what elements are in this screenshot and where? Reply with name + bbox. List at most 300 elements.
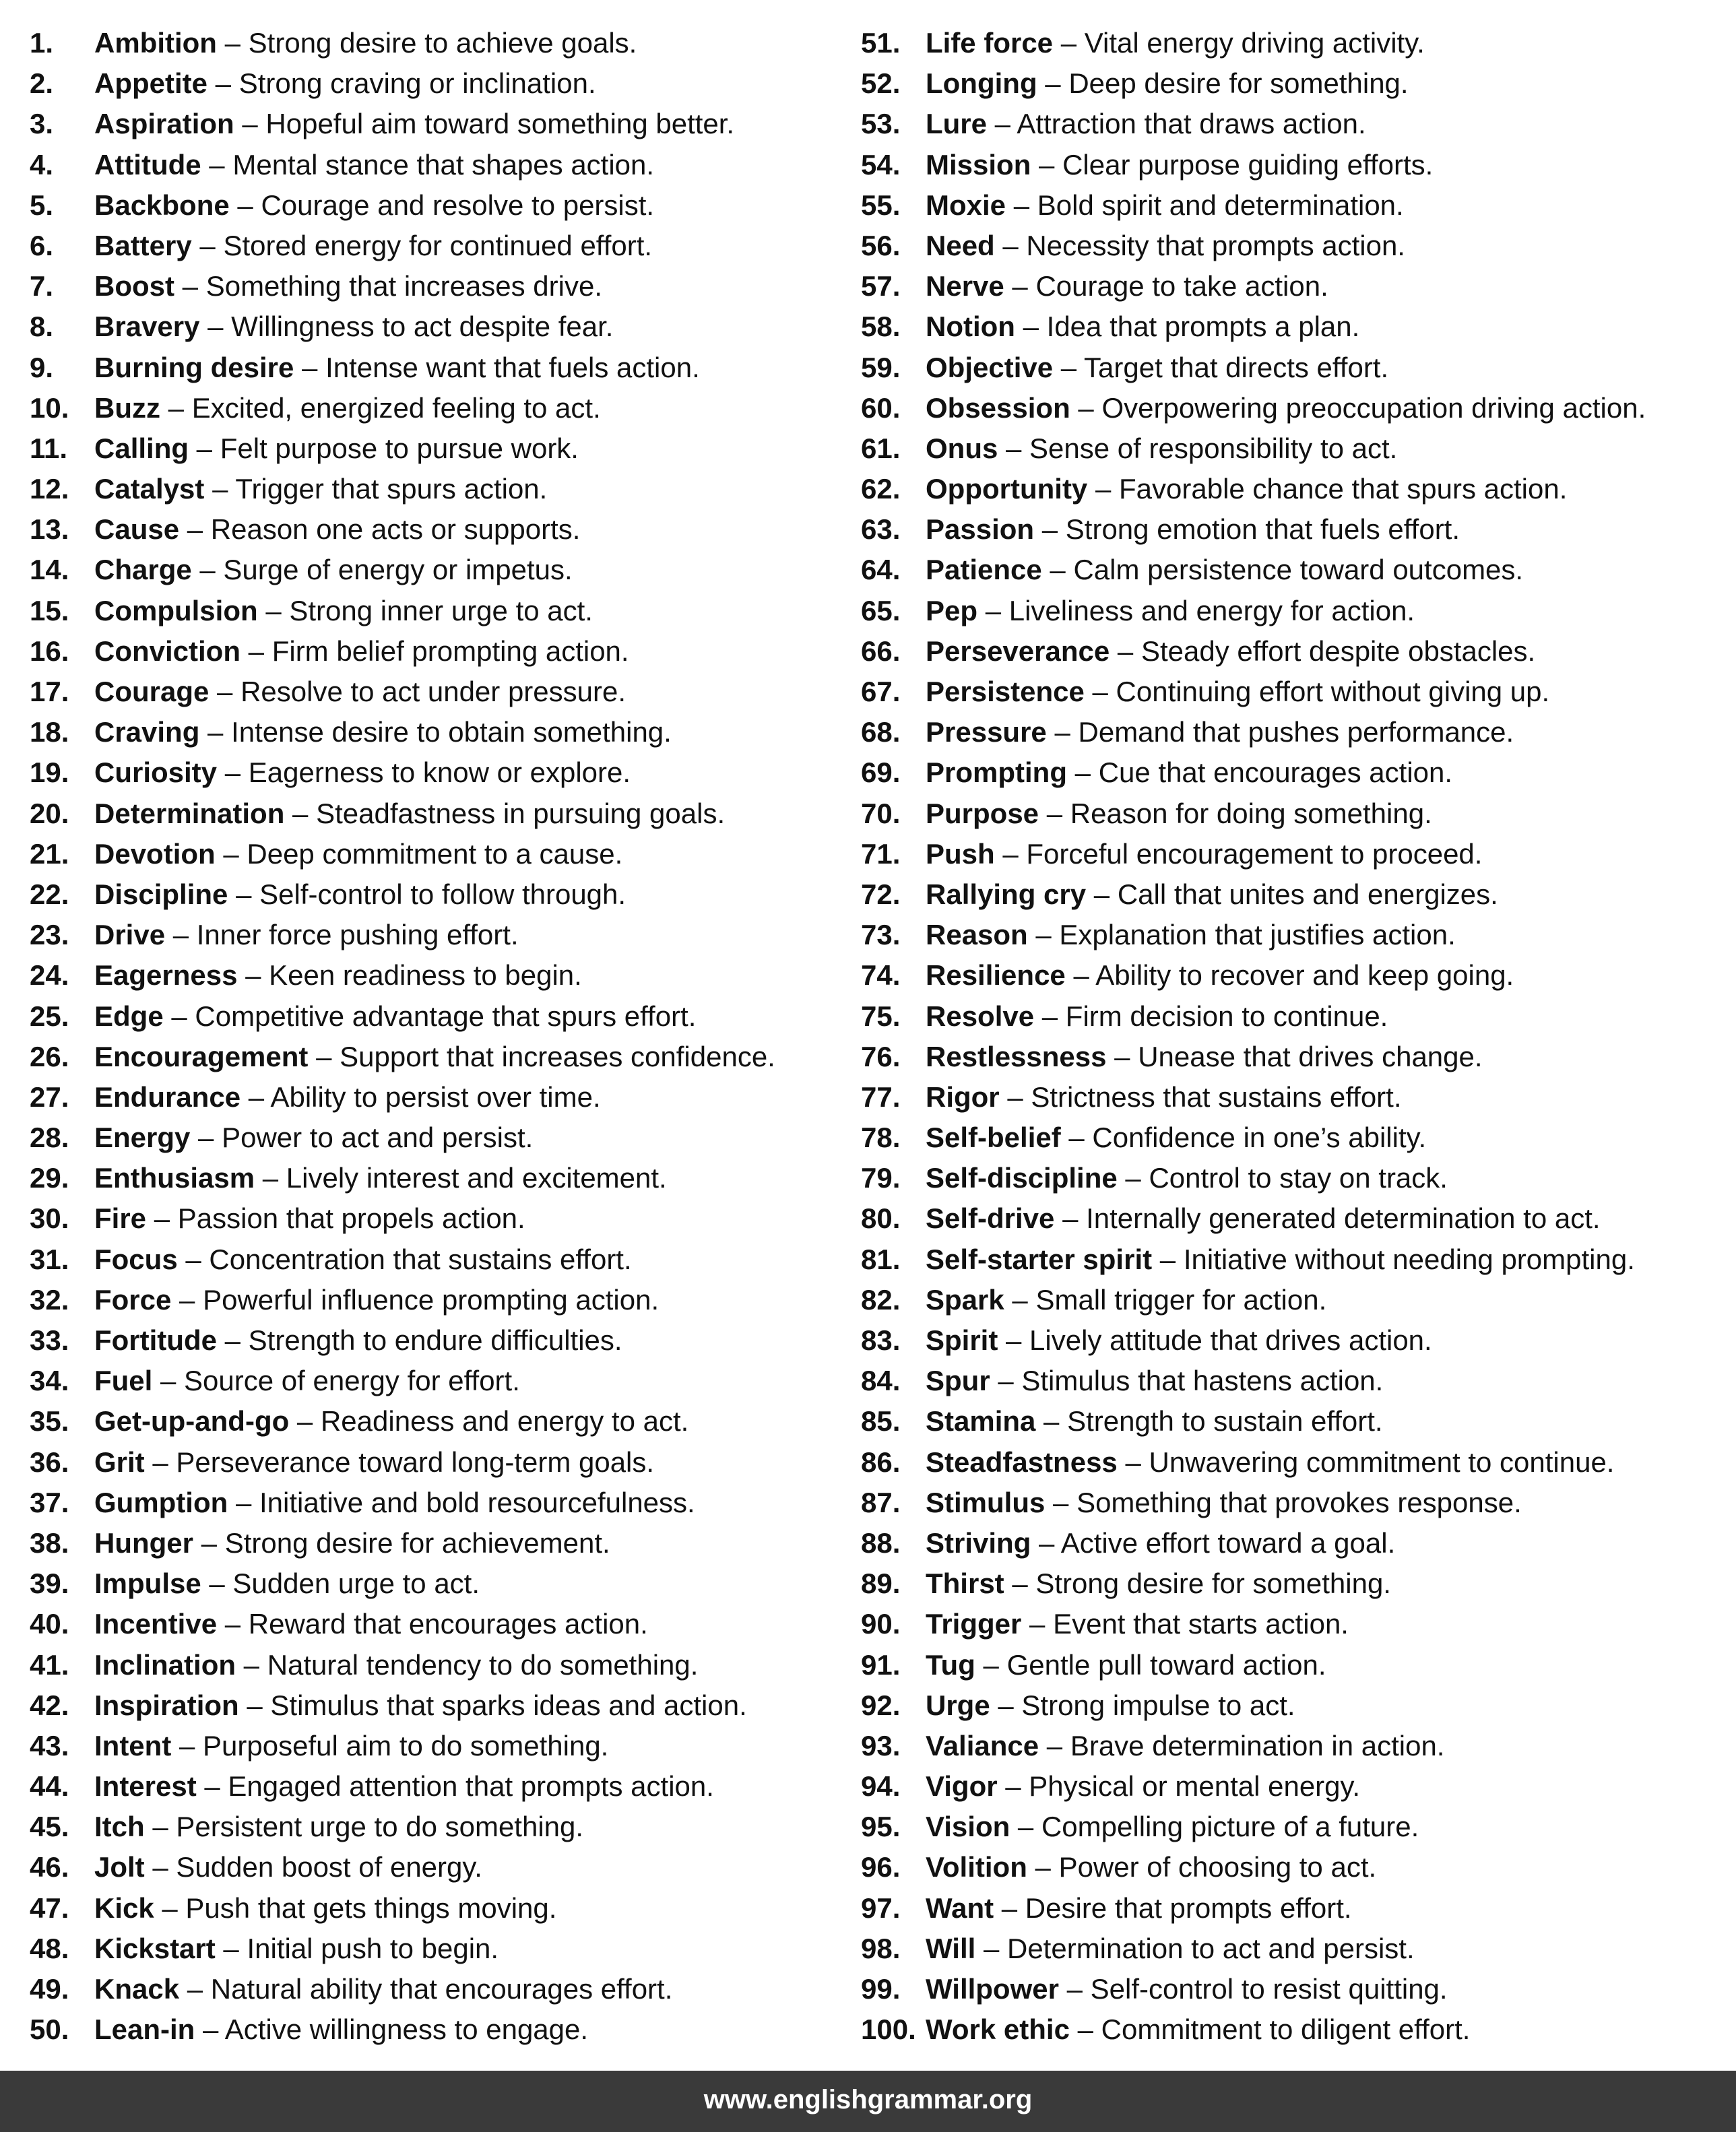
- item-text: [926, 955, 1514, 996]
- item-text: [94, 1645, 698, 1685]
- item-separator: –: [1069, 2013, 1101, 2046]
- item-separator: –: [1004, 1568, 1036, 1600]
- item-definition: Hopeful aim toward something better.: [265, 108, 735, 140]
- item-definition: Unwavering commitment to continue.: [1149, 1446, 1615, 1478]
- item-term: Bravery: [94, 311, 200, 343]
- item-number: 14.: [30, 554, 69, 586]
- item-term: Hunger: [94, 1526, 193, 1559]
- item-definition: Push that gets things moving.: [185, 1892, 557, 1924]
- footer-website: www.englishgrammar.org: [703, 2085, 1033, 2114]
- item-definition: Strong desire for something.: [1035, 1568, 1391, 1600]
- item-separator: –: [1084, 676, 1116, 707]
- item-text: [926, 1645, 1326, 1685]
- item-definition: Explanation that justifies action.: [1059, 919, 1456, 951]
- list-item: [30, 1239, 838, 1280]
- item-separator: –: [171, 1729, 203, 1762]
- list-item: [30, 752, 838, 793]
- item-text: [926, 550, 1523, 590]
- item-text: [926, 23, 1425, 63]
- list-item: [30, 1198, 838, 1239]
- item-definition: Strong craving or inclination.: [238, 67, 596, 100]
- list-item: [30, 1320, 838, 1361]
- item-number: 77.: [861, 1080, 901, 1113]
- item-text: [94, 834, 622, 874]
- list-item: [861, 712, 1730, 752]
- item-separator: –: [255, 1162, 286, 1194]
- item-term: Knack: [94, 1973, 180, 2005]
- item-definition: Event that starts action.: [1053, 1608, 1349, 1640]
- list-item: [861, 1118, 1730, 1158]
- item-number: 27.: [30, 1080, 69, 1113]
- list-item: [861, 834, 1730, 874]
- item-text: [94, 1442, 654, 1483]
- item-number: 22.: [30, 878, 69, 910]
- list-item: [30, 1483, 838, 1523]
- item-text: [926, 915, 1456, 955]
- item-text: [926, 1280, 1326, 1320]
- item-definition: Internally generated determination to act.: [1086, 1202, 1601, 1235]
- item-text: [926, 752, 1452, 793]
- item-term: Objective: [926, 351, 1054, 383]
- item-text: [926, 631, 1535, 672]
- item-separator: –: [1031, 1526, 1061, 1559]
- item-separator: –: [998, 432, 1030, 464]
- item-text: [926, 1888, 1352, 1929]
- item-text: [926, 1523, 1395, 1563]
- item-separator: –: [199, 716, 232, 748]
- item-text: [94, 104, 734, 144]
- item-term: Backbone: [94, 189, 230, 221]
- item-text: [94, 1563, 480, 1604]
- item-term: Compulsion: [94, 594, 258, 626]
- item-number: 59.: [861, 351, 901, 383]
- item-number: 96.: [861, 1851, 901, 1883]
- item-separator: –: [240, 1080, 271, 1113]
- item-number: 99.: [861, 1973, 901, 2005]
- item-term: Battery: [94, 229, 192, 261]
- item-number: 95.: [861, 1811, 901, 1843]
- list-item: [30, 591, 838, 631]
- item-separator: –: [191, 229, 224, 261]
- item-separator: –: [990, 1365, 1022, 1397]
- item-definition: Target that directs effort.: [1084, 351, 1389, 383]
- item-text: [94, 469, 547, 509]
- item-number: 61.: [861, 432, 901, 464]
- item-text: [926, 226, 1405, 266]
- list-item: [30, 672, 838, 712]
- list-item: [861, 1077, 1730, 1118]
- item-term: Force: [94, 1283, 172, 1316]
- item-definition: Stimulus that sparks ideas and action.: [270, 1689, 747, 1721]
- item-term: Stamina: [926, 1405, 1036, 1438]
- item-term: Self-drive: [926, 1202, 1055, 1235]
- item-separator: –: [1066, 756, 1099, 789]
- item-term: Perseverance: [926, 635, 1110, 667]
- list-item: [30, 469, 838, 509]
- list-item: [861, 1766, 1730, 1807]
- item-separator: –: [975, 1932, 1007, 1964]
- item-term: Persistence: [926, 676, 1085, 707]
- list-item: [861, 63, 1730, 104]
- item-number: 30.: [30, 1202, 69, 1235]
- list-item: [30, 794, 838, 834]
- item-separator: –: [1106, 1040, 1138, 1072]
- item-number: 10.: [30, 391, 69, 424]
- item-separator: –: [209, 676, 241, 707]
- list-item: [861, 2009, 1730, 2050]
- item-definition: Lively interest and excitement.: [286, 1162, 667, 1194]
- item-text: [94, 1280, 659, 1320]
- item-number: 43.: [30, 1729, 69, 1762]
- list-item: [30, 550, 838, 590]
- item-term: Charge: [94, 554, 192, 586]
- item-definition: Powerful influence prompting action.: [203, 1283, 660, 1316]
- item-term: Endurance: [94, 1080, 241, 1113]
- list-item: [30, 1118, 838, 1158]
- item-text: [94, 226, 652, 266]
- item-definition: Call that unites and energizes.: [1117, 878, 1498, 910]
- item-separator: –: [201, 1568, 233, 1600]
- item-text: [94, 1239, 632, 1280]
- item-term: Life force: [926, 27, 1054, 59]
- item-text: [926, 1726, 1444, 1766]
- item-separator: –: [240, 635, 272, 667]
- list-item: [861, 1280, 1730, 1320]
- list-item: [861, 550, 1730, 590]
- item-definition: Initiative and bold resourcefulness.: [259, 1486, 695, 1518]
- item-term: Conviction: [94, 635, 240, 667]
- list-item: [861, 469, 1730, 509]
- item-number: 16.: [30, 635, 69, 667]
- item-separator: –: [1015, 311, 1047, 343]
- list-item: [861, 1320, 1730, 1361]
- item-definition: Intense want that fuels action.: [325, 351, 700, 383]
- item-number: 51.: [861, 27, 901, 59]
- item-number: 62.: [861, 473, 901, 505]
- item-definition: Clear purpose guiding efforts.: [1062, 148, 1434, 181]
- item-definition: Small trigger for action.: [1035, 1283, 1327, 1316]
- item-term: Fortitude: [94, 1324, 217, 1356]
- item-term: Want: [926, 1892, 994, 1924]
- item-text: [94, 1685, 747, 1726]
- item-term: Will: [926, 1932, 976, 1964]
- item-definition: Strength to endure difficulties.: [248, 1324, 622, 1356]
- item-definition: Deep desire for something.: [1068, 67, 1409, 100]
- item-separator: –: [160, 391, 192, 424]
- item-term: Enthusiasm: [94, 1162, 255, 1194]
- item-number: 58.: [861, 311, 901, 343]
- item-number: 4.: [30, 148, 54, 181]
- item-number: 35.: [30, 1405, 69, 1438]
- item-definition: Overpowering preoccupation driving action.: [1101, 391, 1646, 424]
- list-item: [30, 428, 838, 469]
- list-item: [861, 1685, 1730, 1726]
- item-separator: –: [190, 1122, 222, 1154]
- item-separator: –: [1010, 1811, 1041, 1843]
- item-separator: –: [191, 554, 224, 586]
- item-term: Self-belief: [926, 1122, 1061, 1154]
- item-definition: Steadfastness in pursuing goals.: [316, 797, 726, 829]
- item-term: Stimulus: [926, 1486, 1046, 1518]
- list-item: [30, 388, 838, 428]
- item-term: Craving: [94, 716, 200, 748]
- item-number: 20.: [30, 797, 69, 829]
- item-text: [94, 874, 626, 915]
- item-term: Urge: [926, 1689, 990, 1721]
- item-text: [926, 712, 1514, 752]
- list-item: [861, 1604, 1730, 1644]
- item-term: Nerve: [926, 270, 1004, 302]
- item-term: Fire: [94, 1202, 147, 1235]
- item-text: [94, 550, 573, 590]
- list-item: [30, 1847, 838, 1887]
- item-separator: –: [204, 473, 236, 505]
- item-separator: –: [308, 1040, 340, 1072]
- item-separator: –: [987, 108, 1017, 140]
- item-number: 9.: [30, 351, 54, 383]
- list-item: [30, 1726, 838, 1766]
- item-text: [94, 1807, 583, 1847]
- item-number: 55.: [861, 189, 901, 221]
- item-term: Catalyst: [94, 473, 205, 505]
- list-item: [30, 185, 838, 226]
- item-separator: –: [294, 351, 326, 383]
- list-item: [30, 226, 838, 266]
- item-definition: Felt purpose to pursue work.: [220, 432, 579, 464]
- item-number: 65.: [861, 594, 901, 626]
- item-separator: –: [977, 594, 1009, 626]
- item-text: [926, 1037, 1483, 1077]
- item-text: [926, 145, 1433, 185]
- item-definition: Engaged attention that prompts action.: [228, 1770, 714, 1803]
- item-number: 1.: [30, 27, 54, 59]
- item-number: 19.: [30, 756, 69, 789]
- list-item: [861, 1158, 1730, 1198]
- item-separator: –: [216, 1324, 249, 1356]
- item-number: 100.: [861, 2013, 916, 2046]
- item-number: 31.: [30, 1243, 69, 1275]
- item-text: [926, 428, 1397, 469]
- item-separator: –: [215, 1932, 247, 1964]
- item-number: 26.: [30, 1040, 69, 1072]
- list-item: [861, 1645, 1730, 1685]
- item-number: 33.: [30, 1324, 69, 1356]
- item-number: 93.: [861, 1729, 901, 1762]
- item-definition: Initial push to begin.: [247, 1932, 499, 1964]
- item-text: [94, 348, 700, 388]
- item-text: [926, 509, 1460, 550]
- item-definition: Excited, energized feeling to act.: [191, 391, 601, 424]
- item-definition: Purposeful aim to do something.: [203, 1729, 609, 1762]
- item-separator: –: [998, 1324, 1030, 1356]
- item-text: [926, 348, 1388, 388]
- item-separator: –: [177, 1243, 210, 1275]
- list-item: [861, 185, 1730, 226]
- list-item: [861, 1037, 1730, 1077]
- item-number: 98.: [861, 1932, 901, 1964]
- item-term: Lure: [926, 108, 988, 140]
- item-number: 24.: [30, 959, 69, 992]
- item-number: 66.: [861, 635, 901, 667]
- item-separator: –: [1110, 635, 1141, 667]
- item-text: [926, 1239, 1635, 1280]
- item-term: Striving: [926, 1526, 1031, 1559]
- item-number: 34.: [30, 1365, 69, 1397]
- item-text: [94, 509, 580, 550]
- list-item: [30, 712, 838, 752]
- list-item: [861, 752, 1730, 793]
- item-separator: –: [146, 1202, 178, 1235]
- list-item: [30, 145, 838, 185]
- item-term: Push: [926, 837, 995, 870]
- list-item: [30, 834, 838, 874]
- item-term: Determination: [94, 797, 285, 829]
- item-term: Passion: [926, 513, 1035, 546]
- list-item: [861, 631, 1730, 672]
- item-number: 29.: [30, 1162, 69, 1194]
- item-separator: –: [1039, 797, 1070, 829]
- item-text: [94, 266, 602, 306]
- item-separator: –: [1060, 1122, 1093, 1154]
- item-number: 56.: [861, 229, 901, 261]
- list-item: [30, 631, 838, 672]
- item-term: Spur: [926, 1365, 990, 1397]
- item-term: Courage: [94, 676, 210, 707]
- item-text: [926, 185, 1404, 226]
- item-separator: –: [199, 311, 232, 343]
- list-item: [861, 1401, 1730, 1442]
- item-separator: –: [1041, 554, 1074, 586]
- item-term: Encouragement: [94, 1040, 309, 1072]
- item-term: Focus: [94, 1243, 178, 1275]
- list-item: [861, 955, 1730, 996]
- item-number: 89.: [861, 1568, 901, 1600]
- item-definition: Support that increases confidence.: [340, 1040, 775, 1072]
- item-text: [94, 428, 579, 469]
- item-number: 40.: [30, 1608, 69, 1640]
- item-text: [94, 1198, 525, 1239]
- item-definition: Confidence in one’s ability.: [1092, 1122, 1427, 1154]
- item-term: Need: [926, 229, 995, 261]
- item-definition: Strictness that sustains effort.: [1031, 1080, 1402, 1113]
- item-definition: Cue that encourages action.: [1098, 756, 1453, 789]
- item-definition: Strong impulse to act.: [1021, 1689, 1295, 1721]
- item-separator: –: [171, 1283, 203, 1316]
- item-text: [94, 794, 725, 834]
- item-text: [94, 752, 631, 793]
- item-text: [926, 591, 1415, 631]
- item-number: 46.: [30, 1851, 69, 1883]
- list-item: [30, 1442, 838, 1483]
- item-number: 90.: [861, 1608, 901, 1640]
- item-definition: Power to act and persist.: [222, 1122, 534, 1154]
- item-term: Prompting: [926, 756, 1067, 789]
- item-text: [926, 1442, 1614, 1483]
- item-term: Inspiration: [94, 1689, 239, 1721]
- item-term: Intent: [94, 1729, 172, 1762]
- item-separator: –: [1034, 513, 1066, 546]
- item-separator: –: [1058, 1973, 1091, 2005]
- item-text: [926, 672, 1549, 712]
- item-number: 17.: [30, 676, 69, 707]
- item-text: [926, 469, 1567, 509]
- item-definition: Steady effort despite obstacles.: [1140, 635, 1536, 667]
- item-separator: –: [1027, 919, 1060, 951]
- list-item: [30, 1563, 838, 1604]
- item-definition: Passion that propels action.: [177, 1202, 525, 1235]
- item-definition: Persistent urge to do something.: [176, 1811, 584, 1843]
- item-separator: –: [195, 2013, 225, 2046]
- item-term: Reason: [926, 919, 1028, 951]
- item-definition: Firm belief prompting action.: [271, 635, 629, 667]
- item-definition: Reason for doing something.: [1070, 797, 1432, 829]
- item-separator: –: [1117, 1446, 1149, 1478]
- item-term: Kick: [94, 1892, 154, 1924]
- item-definition: Brave determination in action.: [1070, 1729, 1445, 1762]
- item-term: Vision: [926, 1811, 1010, 1843]
- list-item: [861, 145, 1730, 185]
- item-term: Moxie: [926, 189, 1006, 221]
- item-text: [926, 1077, 1402, 1118]
- item-term: Opportunity: [926, 473, 1088, 505]
- item-text: [94, 23, 637, 63]
- item-term: Work ethic: [926, 2013, 1070, 2046]
- list-item: [861, 1523, 1730, 1563]
- item-term: Energy: [94, 1122, 191, 1154]
- item-term: Appetite: [94, 67, 207, 100]
- item-text: [926, 388, 1646, 428]
- item-number: 41.: [30, 1648, 69, 1681]
- item-number: 60.: [861, 391, 901, 424]
- item-separator: –: [174, 270, 206, 302]
- item-number: 47.: [30, 1892, 69, 1924]
- item-text: [926, 2009, 1470, 2050]
- item-number: 86.: [861, 1446, 901, 1478]
- item-term: Longing: [926, 67, 1037, 100]
- item-text: [94, 712, 672, 752]
- item-text: [94, 145, 654, 185]
- item-number: 54.: [861, 148, 901, 181]
- item-definition: Forceful encouragement to proceed.: [1026, 837, 1483, 870]
- item-text: [926, 1320, 1432, 1361]
- list-item: [30, 874, 838, 915]
- item-separator: –: [165, 919, 197, 951]
- item-text: [926, 874, 1498, 915]
- item-number: 18.: [30, 716, 69, 748]
- item-separator: –: [284, 797, 317, 829]
- item-separator: –: [154, 1892, 186, 1924]
- item-term: Interest: [94, 1770, 197, 1803]
- item-number: 42.: [30, 1689, 69, 1721]
- item-definition: Control to stay on track.: [1149, 1162, 1448, 1194]
- item-number: 68.: [861, 716, 901, 748]
- item-term: Patience: [926, 554, 1042, 586]
- item-number: 84.: [861, 1365, 901, 1397]
- item-term: Thirst: [926, 1568, 1004, 1600]
- list-item: [30, 104, 838, 144]
- item-text: [926, 1685, 1295, 1726]
- item-text: [94, 1320, 622, 1361]
- item-separator: –: [1004, 270, 1036, 302]
- item-definition: Compelling picture of a future.: [1041, 1811, 1419, 1843]
- item-definition: Stimulus that hastens action.: [1021, 1365, 1384, 1397]
- item-separator: –: [201, 148, 233, 181]
- item-definition: Favorable chance that spurs action.: [1119, 473, 1568, 505]
- item-text: [926, 1361, 1383, 1401]
- item-separator: –: [997, 1770, 1029, 1803]
- list-item: [30, 1361, 838, 1401]
- item-term: Burning desire: [94, 351, 294, 383]
